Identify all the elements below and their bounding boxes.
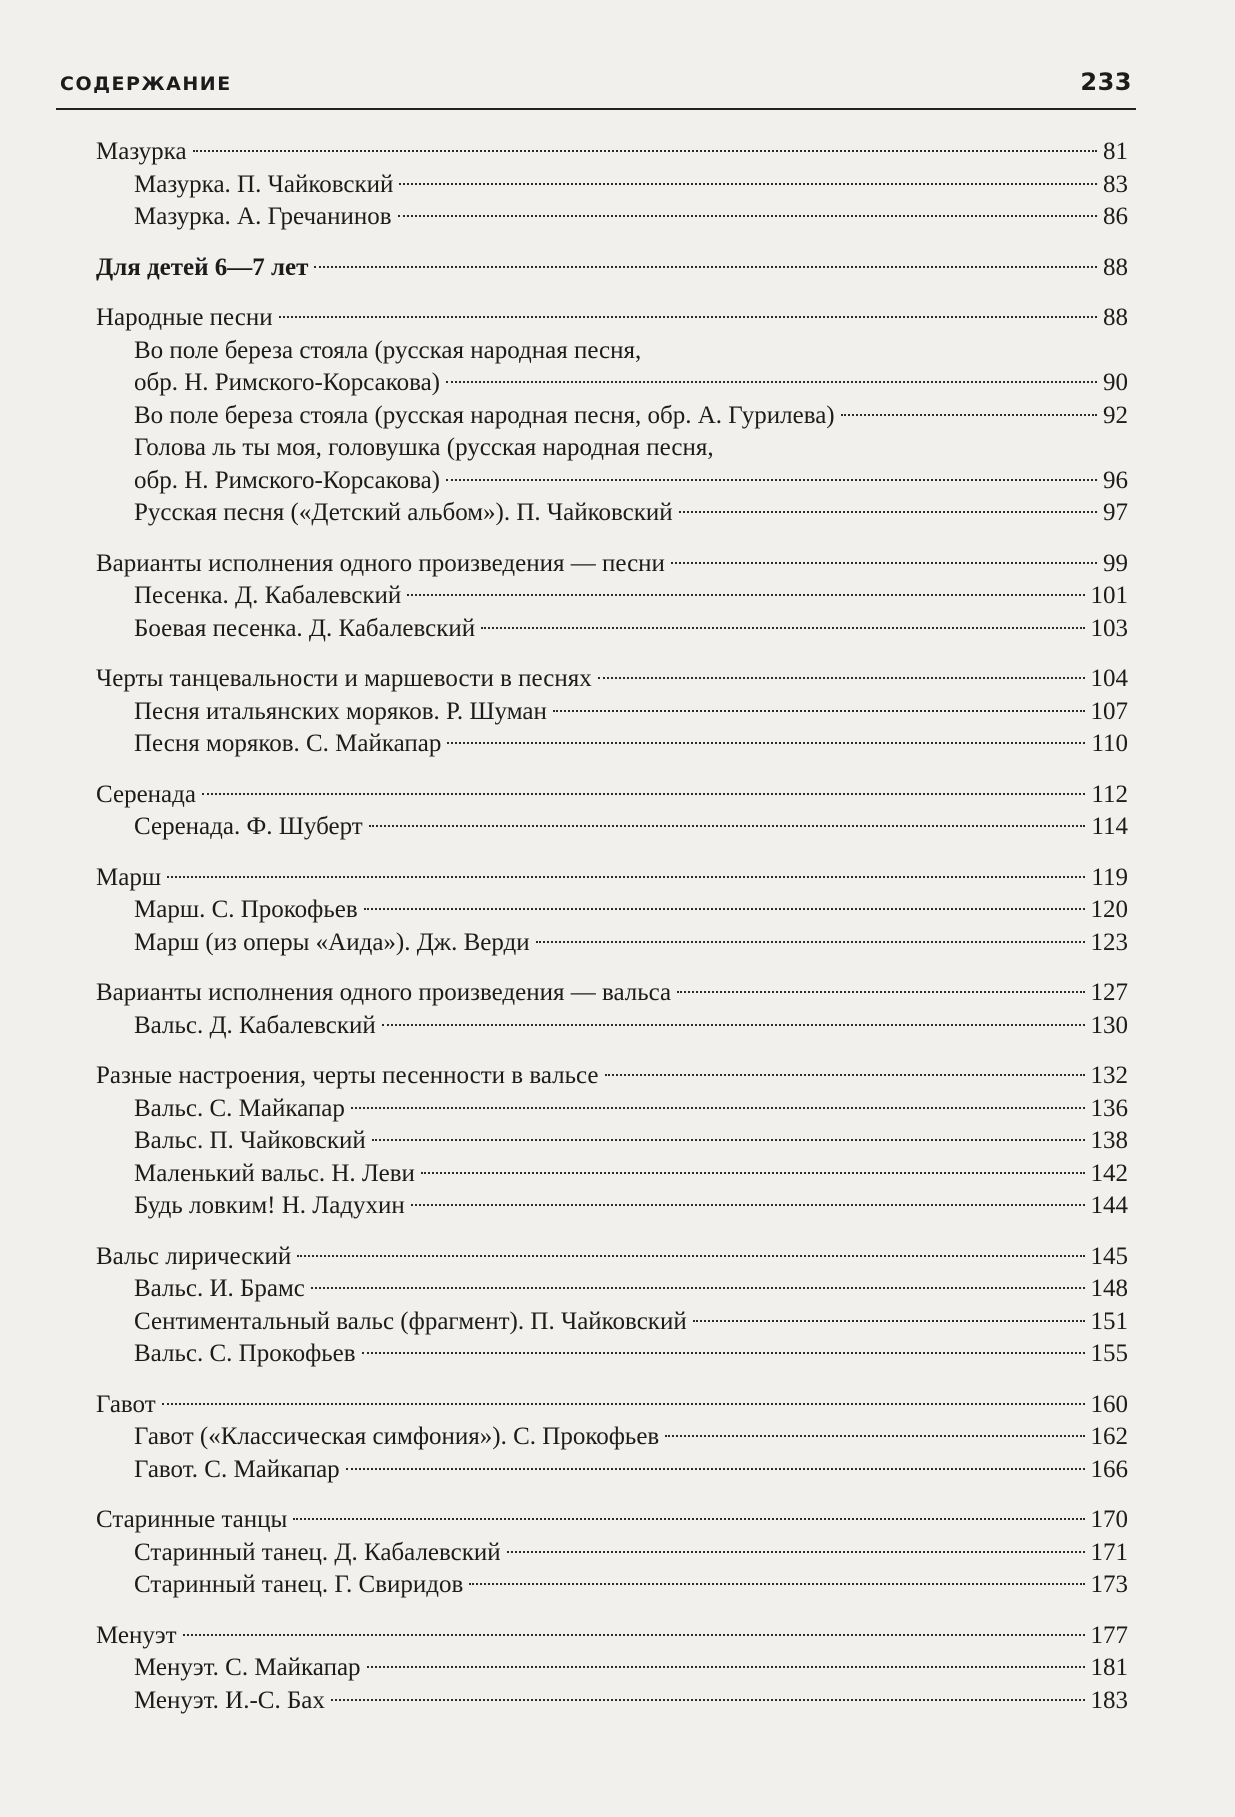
entry-page-number: 101 bbox=[1090, 582, 1128, 609]
dot-leader bbox=[311, 1286, 1085, 1289]
toc-subentry[interactable] bbox=[96, 728, 1128, 761]
dot-leader bbox=[351, 1106, 1085, 1109]
toc-entry[interactable] bbox=[96, 252, 1128, 285]
entry-page-number: 88 bbox=[1103, 304, 1128, 331]
entry-title: Марш (из оперы «Аида»). Дж. Верди bbox=[134, 928, 530, 956]
entry-title: Менуэт. С. Майкапар bbox=[134, 1654, 361, 1681]
toc-subentry[interactable] bbox=[96, 811, 1128, 844]
entry-title: Песня моряков. С. Майкапар bbox=[134, 730, 442, 757]
entry-page-number: 138 bbox=[1090, 1127, 1128, 1154]
dot-leader bbox=[446, 380, 1097, 383]
toc-entry-first-line: Во поле береза стояла (русская народная песня, bbox=[134, 336, 642, 364]
dot-leader bbox=[399, 182, 1097, 185]
entry-title: Варианты исполнения одного произведения — песни bbox=[96, 549, 665, 577]
entry-page-number: 166 bbox=[1090, 1455, 1128, 1483]
page-number: 233 bbox=[1080, 68, 1132, 96]
entry-page-number: 142 bbox=[1090, 1159, 1128, 1187]
entry-page-number: 90 bbox=[1103, 369, 1128, 396]
entry-title: Гавот («Классическая симфония»). С. Прокофьев bbox=[134, 1423, 660, 1450]
entry-page-number: 183 bbox=[1090, 1686, 1128, 1714]
entry-title: Песня итальянских моряков. Р. Шуман bbox=[134, 697, 547, 725]
entry-title: Варианты исполнения одного произведения — вальса bbox=[96, 979, 672, 1006]
dot-leader bbox=[293, 1517, 1084, 1520]
entry-title: Марш bbox=[96, 863, 162, 891]
dot-leader bbox=[605, 1073, 1085, 1076]
toc-group bbox=[96, 302, 1128, 530]
entry-page-number: 170 bbox=[1090, 1506, 1128, 1533]
entry-page-number: 136 bbox=[1090, 1094, 1128, 1122]
entry-title: Русская песня («Детский альбом»). П. Чайковский bbox=[134, 499, 673, 526]
entry-title: Народные песни bbox=[96, 304, 273, 331]
toc-subentry[interactable] bbox=[96, 1190, 1128, 1223]
entry-title: Мазурка. А. Гречанинов bbox=[134, 203, 392, 230]
dot-leader bbox=[421, 1171, 1085, 1174]
toc-subentry[interactable] bbox=[96, 1093, 1128, 1126]
entry-title: Старинный танец. Д. Кабалевский bbox=[134, 1538, 501, 1566]
toc-entry[interactable] bbox=[96, 862, 1128, 895]
entry-title: Разные настроения, черты песенности в вальсе bbox=[96, 1062, 599, 1089]
dot-leader bbox=[382, 1023, 1085, 1026]
entry-page-number: 151 bbox=[1090, 1307, 1128, 1335]
dot-leader bbox=[367, 1665, 1085, 1668]
dot-leader bbox=[665, 1434, 1084, 1437]
entry-title: Менуэт bbox=[96, 1621, 177, 1649]
dot-leader bbox=[369, 824, 1086, 827]
entry-page-number: 86 bbox=[1103, 203, 1128, 230]
dot-leader bbox=[167, 875, 1085, 878]
entry-title: Серенада. Ф. Шуберт bbox=[134, 813, 363, 840]
toc-entry[interactable] bbox=[96, 1504, 1128, 1537]
toc-group bbox=[96, 779, 1128, 844]
toc-entry[interactable] bbox=[96, 136, 1128, 169]
entry-title: Мазурка bbox=[96, 138, 187, 165]
toc-subentry[interactable] bbox=[96, 1273, 1128, 1306]
toc-subentry[interactable] bbox=[96, 696, 1128, 729]
entry-title: Вальс лирический bbox=[96, 1242, 292, 1270]
dot-leader bbox=[279, 315, 1097, 318]
entry-title: Песенка. Д. Кабалевский bbox=[134, 582, 402, 609]
entry-title: Черты танцевальности и маршевости в песнях bbox=[96, 665, 592, 692]
dot-leader bbox=[331, 1698, 1085, 1701]
entry-page-number: 181 bbox=[1090, 1654, 1128, 1681]
dot-leader bbox=[362, 1351, 1085, 1354]
toc-subentry[interactable] bbox=[96, 1454, 1128, 1487]
entry-title: Маленький вальс. Н. Леви bbox=[134, 1159, 415, 1187]
running-head bbox=[60, 68, 1132, 96]
entry-title: Сентиментальный вальс (фрагмент). П. Чайковский bbox=[134, 1307, 687, 1335]
toc-group bbox=[96, 252, 1128, 285]
entry-title: Марш. С. Прокофьев bbox=[134, 896, 358, 923]
toc-subentry[interactable] bbox=[96, 1158, 1128, 1191]
dot-leader bbox=[671, 561, 1097, 564]
dot-leader bbox=[372, 1138, 1085, 1141]
toc-group bbox=[96, 663, 1128, 761]
toc-group bbox=[96, 862, 1128, 960]
toc-entry[interactable] bbox=[96, 663, 1128, 696]
toc-subentry[interactable] bbox=[96, 1685, 1128, 1718]
dot-leader bbox=[202, 792, 1085, 795]
entry-page-number: 81 bbox=[1103, 138, 1128, 165]
entry-page-number: 148 bbox=[1090, 1275, 1128, 1302]
entry-page-number: 83 bbox=[1103, 170, 1128, 198]
entry-page-number: 99 bbox=[1103, 549, 1128, 577]
entry-page-number: 92 bbox=[1103, 401, 1128, 429]
dot-leader bbox=[679, 510, 1097, 513]
toc-subentry[interactable] bbox=[96, 497, 1128, 530]
dot-leader bbox=[598, 676, 1085, 679]
entry-page-number: 114 bbox=[1091, 813, 1128, 840]
entry-title: Во поле береза стояла (русская народная песня, обр. А. Гурилева) bbox=[134, 401, 835, 429]
toc-entry[interactable] bbox=[96, 779, 1128, 812]
dot-leader bbox=[411, 1203, 1085, 1206]
dot-leader bbox=[481, 626, 1084, 629]
toc-subentry[interactable] bbox=[96, 1652, 1128, 1685]
entry-title: Вальс. Д. Кабалевский bbox=[134, 1011, 376, 1039]
toc-subentry[interactable] bbox=[96, 1421, 1128, 1454]
toc-group bbox=[96, 1060, 1128, 1223]
toc-subentry[interactable] bbox=[96, 169, 1128, 202]
toc-entry[interactable] bbox=[96, 1241, 1128, 1274]
entry-title: Будь ловким! Н. Ладухин bbox=[134, 1192, 405, 1219]
section-title: СОДЕРЖАНИЕ bbox=[60, 73, 232, 95]
entry-page-number: 120 bbox=[1090, 896, 1128, 923]
toc-entry[interactable] bbox=[96, 548, 1128, 581]
entry-title: Боевая песенка. Д. Кабалевский bbox=[134, 614, 476, 642]
table-of-contents bbox=[96, 136, 1128, 1735]
entry-title: обр. Н. Римского-Корсакова) bbox=[134, 369, 441, 396]
entry-page-number: 171 bbox=[1090, 1538, 1128, 1566]
entry-page-number: 130 bbox=[1090, 1011, 1128, 1039]
toc-group bbox=[96, 1620, 1128, 1718]
toc-subentry[interactable] bbox=[96, 1010, 1128, 1043]
entry-title: Менуэт. И.-С. Бах bbox=[134, 1686, 325, 1714]
toc-subentry[interactable] bbox=[96, 1569, 1128, 1602]
toc-subentry[interactable] bbox=[96, 1306, 1128, 1339]
toc-entry[interactable] bbox=[96, 1620, 1128, 1653]
toc-group bbox=[96, 1241, 1128, 1371]
toc-subentry[interactable] bbox=[96, 580, 1128, 613]
entry-title: Серенада bbox=[96, 780, 196, 808]
entry-page-number: 144 bbox=[1090, 1192, 1128, 1219]
entry-page-number: 127 bbox=[1090, 979, 1128, 1006]
entry-page-number: 103 bbox=[1090, 614, 1128, 642]
entry-page-number: 104 bbox=[1090, 665, 1128, 692]
entry-title: Вальс. С. Майкапар bbox=[134, 1094, 345, 1122]
entry-title: Вальс. С. Прокофьев bbox=[134, 1340, 356, 1367]
toc-entry[interactable] bbox=[96, 1389, 1128, 1422]
dot-leader bbox=[297, 1254, 1084, 1257]
entry-page-number: 96 bbox=[1103, 466, 1128, 494]
dot-leader bbox=[507, 1550, 1085, 1553]
dot-leader bbox=[469, 1582, 1084, 1585]
toc-subentry[interactable] bbox=[96, 894, 1128, 927]
toc-group bbox=[96, 548, 1128, 646]
dot-leader bbox=[693, 1319, 1085, 1322]
entry-page-number: 145 bbox=[1090, 1242, 1128, 1270]
entry-page-number: 155 bbox=[1090, 1340, 1128, 1367]
toc-group bbox=[96, 977, 1128, 1042]
toc-entry[interactable] bbox=[96, 1060, 1128, 1093]
toc-entry[interactable] bbox=[96, 977, 1128, 1010]
toc-subentry[interactable] bbox=[96, 1537, 1128, 1570]
toc-entry-first-line: Голова ль ты моя, головушка (русская народная песня, bbox=[134, 434, 714, 461]
toc-group bbox=[96, 1504, 1128, 1602]
dot-leader bbox=[398, 214, 1097, 217]
toc-group bbox=[96, 136, 1128, 234]
toc-subentry[interactable] bbox=[96, 613, 1128, 646]
entry-title: Гавот. С. Майкапар bbox=[134, 1455, 340, 1483]
dot-leader bbox=[677, 990, 1084, 993]
dot-leader bbox=[364, 907, 1085, 910]
toc-subentry[interactable] bbox=[96, 465, 1128, 498]
entry-page-number: 123 bbox=[1090, 928, 1128, 956]
toc-subentry[interactable] bbox=[96, 400, 1128, 433]
entry-title: Старинные танцы bbox=[96, 1506, 288, 1533]
entry-page-number: 160 bbox=[1090, 1390, 1128, 1418]
entry-page-number: 173 bbox=[1090, 1571, 1128, 1598]
header-rule bbox=[56, 108, 1136, 110]
dot-leader bbox=[183, 1633, 1085, 1636]
dot-leader bbox=[162, 1402, 1085, 1405]
toc-subentry[interactable] bbox=[96, 1125, 1128, 1158]
dot-leader bbox=[346, 1467, 1085, 1470]
entry-title: Мазурка. П. Чайковский bbox=[134, 170, 394, 198]
entry-page-number: 97 bbox=[1103, 499, 1128, 526]
dot-leader bbox=[536, 940, 1085, 943]
dot-leader bbox=[407, 593, 1084, 596]
entry-title: Вальс. П. Чайковский bbox=[134, 1127, 366, 1154]
dot-leader bbox=[447, 741, 1085, 744]
entry-page-number: 162 bbox=[1090, 1423, 1128, 1450]
entry-page-number: 112 bbox=[1091, 780, 1128, 808]
dot-leader bbox=[193, 149, 1097, 152]
toc-group bbox=[96, 1389, 1128, 1487]
entry-title: Вальс. И. Брамс bbox=[134, 1275, 305, 1302]
toc-subentry[interactable] bbox=[96, 1338, 1128, 1371]
toc-subentry[interactable] bbox=[96, 927, 1128, 960]
toc-subentry[interactable] bbox=[96, 367, 1128, 400]
entry-page-number: 88 bbox=[1103, 253, 1128, 281]
dot-leader bbox=[841, 413, 1097, 416]
entry-page-number: 107 bbox=[1090, 697, 1128, 725]
dot-leader bbox=[314, 265, 1097, 268]
entry-title: Для детей 6—7 лет bbox=[96, 253, 309, 281]
entry-title: обр. Н. Римского-Корсакова) bbox=[134, 466, 441, 494]
entry-page-number: 110 bbox=[1091, 730, 1128, 757]
toc-subentry[interactable] bbox=[96, 201, 1128, 234]
entry-title: Старинный танец. Г. Свиридов bbox=[134, 1571, 464, 1598]
toc-entry[interactable] bbox=[96, 302, 1128, 335]
dot-leader bbox=[446, 478, 1097, 481]
entry-page-number: 177 bbox=[1090, 1621, 1128, 1649]
entry-page-number: 119 bbox=[1091, 863, 1128, 891]
dot-leader bbox=[553, 709, 1085, 712]
entry-title: Гавот bbox=[96, 1390, 156, 1418]
entry-page-number: 132 bbox=[1090, 1062, 1128, 1089]
